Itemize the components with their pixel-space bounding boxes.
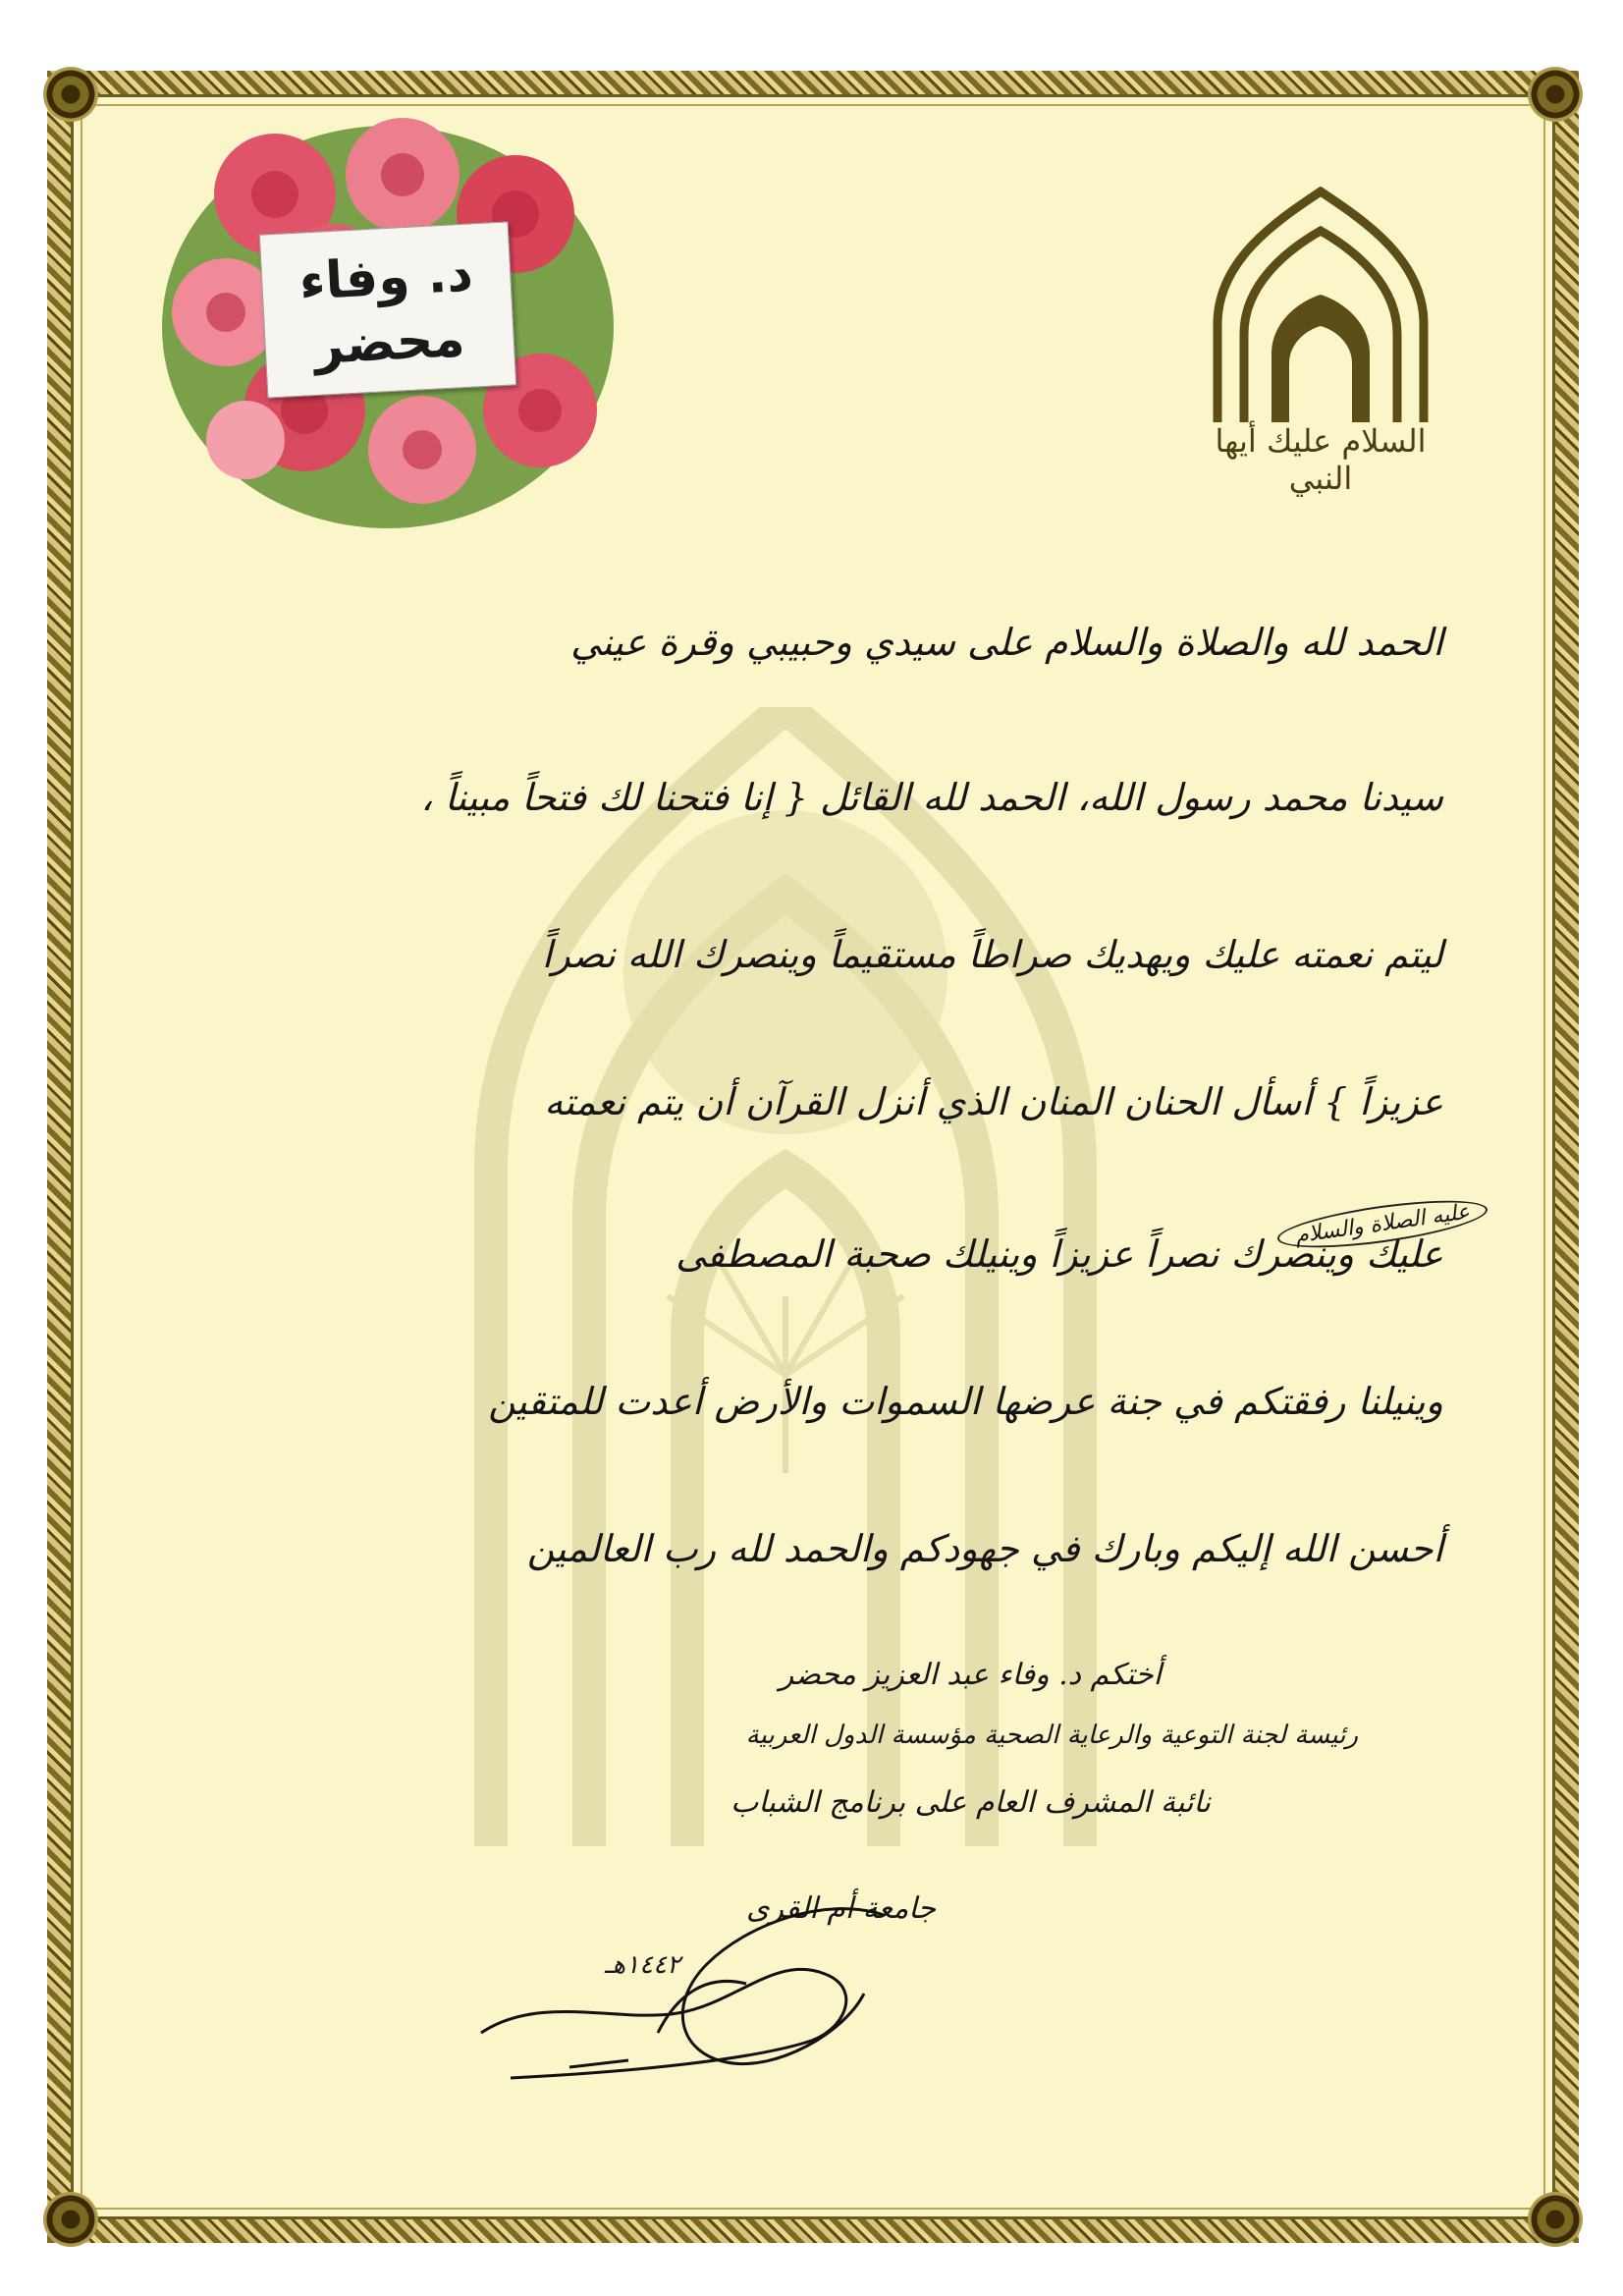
- corner-ornament-icon: [43, 2192, 98, 2247]
- signature-title: رئيسة لجنة التوعية والرعاية الصحية مؤسسة الدول العربية: [745, 1721, 1358, 1750]
- corner-ornament-icon: [1528, 67, 1583, 122]
- corner-ornament-icon: [1528, 2192, 1583, 2247]
- margin-note: عليه الصلاة والسلام: [1274, 1191, 1489, 1257]
- letter-line: سيدنا محمد رسول الله، الحمد لله القائل { إنا فتحنا لك فتحاً مبيناً ،: [420, 776, 1443, 819]
- name-card-line2: محضر: [312, 308, 466, 376]
- signature-role: نائبة المشرف العام على برنامج الشباب: [730, 1785, 1211, 1820]
- signature-university: جامعة أم القرى: [746, 1891, 936, 1926]
- signature-name: أختكم د. وفاء عبد العزيز محضر: [779, 1658, 1162, 1692]
- letter-line: ليتم نعمته عليك ويهديك صراطاً مستقيماً وينصرك الله نصراً: [541, 933, 1443, 976]
- signature-date: ١٤٤٢هـ: [604, 1950, 680, 1980]
- letter-line: عزيزاً } أسأل الحنان المنان الذي أنزل القرآن أن يتم نعمته: [544, 1080, 1443, 1123]
- name-card-line1: د. وفاء: [298, 243, 475, 312]
- handwritten-signature-icon: [452, 1886, 923, 2092]
- letter-line: عليك وينصرك نصراً عزيزاً وينيلك صحبة المصطفى: [676, 1232, 1443, 1276]
- corner-ornament-icon: [43, 67, 98, 122]
- letter-line: الحمد لله والصلاة والسلام على سيدي وحبيبي وقرة عيني: [570, 621, 1443, 664]
- letter-line: أحسن الله إليكم وبارك في جهودكم والحمد لله رب العالمين: [526, 1527, 1443, 1570]
- letter-line: وينيلنا رفقتكم في جنة عرضها السموات والأرض أعدت للمتقين: [488, 1380, 1443, 1423]
- logo-caption: السلام عليك أيها النبي: [1215, 422, 1427, 497]
- name-card: [259, 221, 516, 398]
